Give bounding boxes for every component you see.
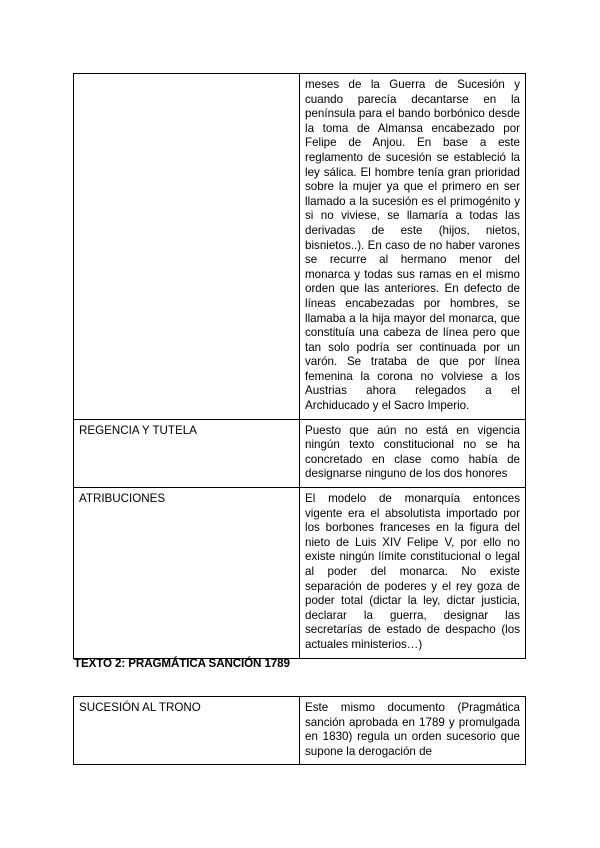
- row-content: Este mismo documento (Pragmática sanción aprobada en 1789 y promulgada en 1830) regula un orden sucesorio que supone la derogación de: [300, 697, 526, 765]
- row-content: El modelo de monarquía entonces vigente era el absolutista importado por los borbones franceses en la figura del nieto de Luis XIV Felipe V, por ello no existe ningún límite constitucional o legal al poder del monarca. No existe separación de poderes y el rey goza de poder total (dictar la ley, dictar justicia, declarar la guerra, designar las secretarías de estado de despacho (los actuales ministerios…): [300, 488, 526, 659]
- row-label: SUCESIÓN AL TRONO: [74, 697, 300, 765]
- table-row: [74, 697, 526, 765]
- section-heading: TEXTO 2: PRAGMÁTICA SANCIÓN 1789: [74, 657, 290, 670]
- row-label: ATRIBUCIONES: [74, 488, 300, 659]
- document-table-1: [73, 73, 526, 659]
- row-content: meses de la Guerra de Sucesión y cuando parecía decantarse en la península para el bando borbónico desde la toma de Almansa encabezado por Felipe de Anjou. En base a este reglamento de sucesión se estableció la ley sálica. El hombre tenía gran prioridad sobre la mujer ya que el primero en ser llamado a la sucesión es el primogénito y si no viviese, se llamaría a todas las derivadas de este (hijos, nietos, bisnietos..). En caso de no haber varones se recurre al hermano menor del monarca y todas sus ramas en el mismo orden que las anteriores. En defecto de líneas encabezadas por hombres, se llamaba a la hija mayor del monarca, que constituía una cabeza de línea pero que tan solo podría ser continuada por un varón. Se trataba de que por línea femenina la corona no volviese a los Austrias ahora relegados a el Archiducado y el Sacro Imperio.: [300, 74, 526, 420]
- table-row: [74, 419, 526, 487]
- row-content: Puesto que aún no está en vigencia ningún texto constitucional no se ha concretado en clase como había de designarse ninguno de los dos honores: [300, 419, 526, 487]
- table-row: [74, 488, 526, 659]
- document-table-2: [73, 696, 526, 765]
- row-label: REGENCIA Y TUTELA: [74, 419, 300, 487]
- table-row: [74, 74, 526, 420]
- row-label: [74, 74, 300, 420]
